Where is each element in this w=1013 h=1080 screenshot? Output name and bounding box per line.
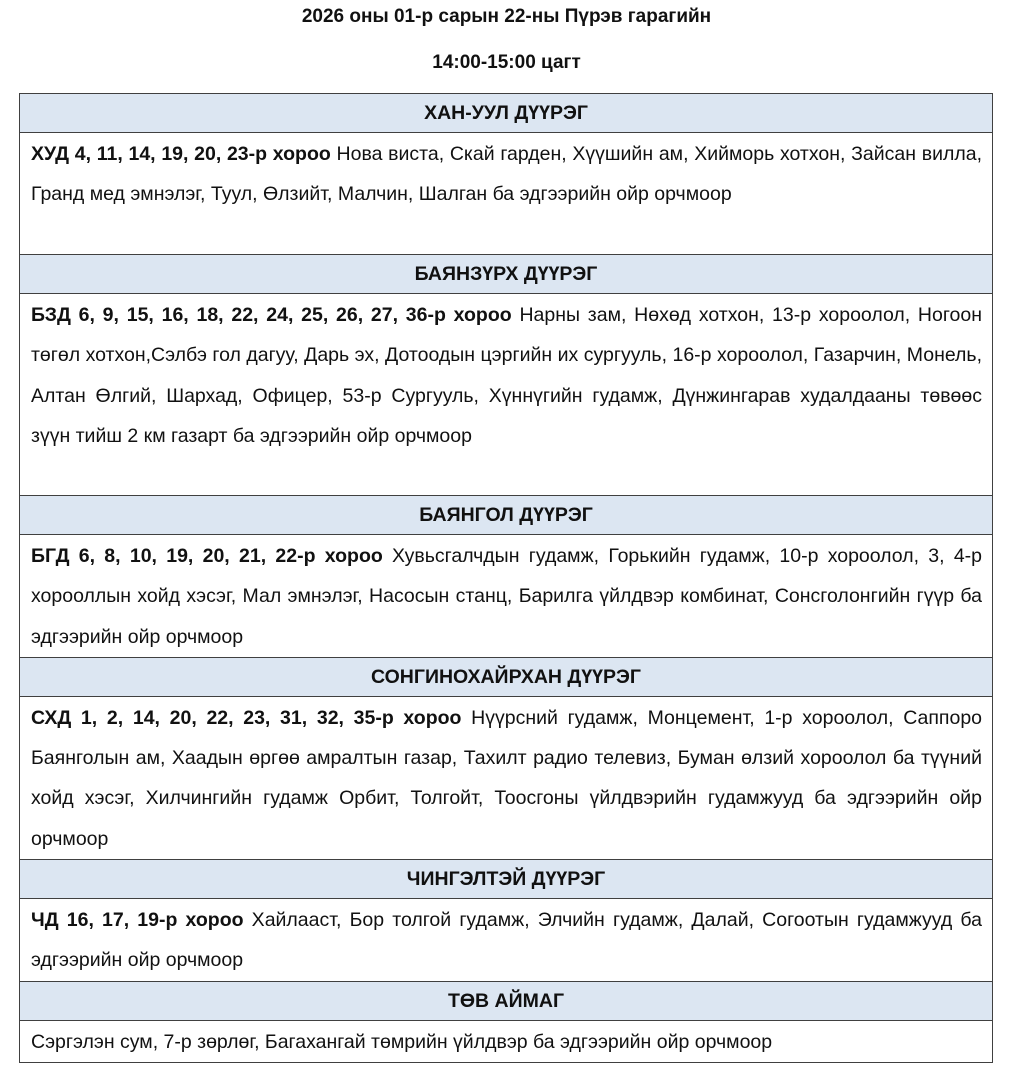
district-name-songinokhairkhan: СОНГИНОХАЙРХАН ДҮҮРЭГ xyxy=(20,657,993,696)
district-name-bayanzurkh: БАЯНЗҮРХ ДҮҮРЭГ xyxy=(20,255,993,294)
area-list: Нүүрсний гудамж, Монцемент, 1-р хороолол, Саппоро Баянголын ам, Хаадын өргөө амралтын газар, Тахилт радио телевиз, Буман өлзий хороолол ба түүний хойд хэсэг, Хилчингийн гудамж Орбит, Толгойт, Тоосгоны үйлдвэрийн гудамжууд ба эдгээрийн ойр орчмоор xyxy=(31,706,983,850)
district-detail-row xyxy=(20,696,993,859)
khoroo-list: ЧД 16, 17, 19-р хороо xyxy=(31,909,244,932)
district-header-row xyxy=(20,496,993,535)
district-header-row xyxy=(20,255,993,294)
district-detail-row xyxy=(20,1020,993,1062)
schedule-time-title: 14:00-15:00 цагт xyxy=(432,52,581,73)
district-detail-row xyxy=(20,294,993,496)
district-detail-chingeltei xyxy=(20,899,993,982)
district-detail-bayangol xyxy=(20,535,993,658)
district-name-chingeltei: ЧИНГЭЛТЭЙ ДҮҮРЭГ xyxy=(20,860,993,899)
district-header-row xyxy=(20,860,993,899)
district-header-row xyxy=(20,657,993,696)
district-detail-row xyxy=(20,535,993,658)
district-name-tuv-aimag: ТӨВ АЙМАГ xyxy=(20,981,993,1020)
schedule-date-title: 2026 оны 01-р сарын 22-ны Пүрэв гарагийн xyxy=(301,6,712,27)
district-detail-tuv-aimag xyxy=(20,1020,993,1062)
district-detail-songinokhairkhan xyxy=(20,696,993,859)
area-list: Сэргэлэн сум, 7-р зөрлөг, Багахангай төмрийн үйлдвэр ба эдгээрийн ойр орчмоор xyxy=(31,1030,773,1053)
area-list: Хайлааст, Бор толгой гудамж, Элчийн гудамж, Далай, Согоотын гудамжууд ба эдгээрийн ойр орчмоор xyxy=(31,909,982,972)
area-list: Нарны зам, Нөхөд хотхон, 13-р хороолол, Ногоон төгөл хотхон,Сэлбэ гол дагуу, Дарь эх, Дотоодын цэргийн их сургууль, 16-р хороолол, Газарчин, Монель, Алтан Өлгий, Шархад, Офицер, 53-р Сургууль, Хүннүгийн гудамж, Дүнжингарав худалдааны төвөөс зүүн тийш 2 км газарт ба эдгээрийн ойр орчмоор xyxy=(31,304,982,447)
district-header-row xyxy=(20,94,993,133)
area-list: Нова виста, Скай гарден, Хүүшийн ам, Хийморь хотхон, Зайсан вилла, Гранд мед эмнэлэг, Туул, Өлзийт, Малчин, Шалган ба эдгээрийн ойр орчмоор xyxy=(31,143,982,206)
area-list: Хувьсгалчдын гудамж, Горькийн гудамж, 10-р хороолол, 3, 4-р хорооллын хойд хэсэг, Мал эмнэлэг, Насосын станц, Барилга үйлдвэр комбинат, Сонсголонгийн гүүр ба эдгээрийн ойр орчмоор xyxy=(31,545,982,648)
district-detail-row xyxy=(20,133,993,255)
district-header-row xyxy=(20,981,993,1020)
khoroo-list: БГД 6, 8, 10, 19, 20, 21, 22-р хороо xyxy=(31,545,383,567)
district-name-khan-uul: ХАН-УУЛ ДҮҮРЭГ xyxy=(20,94,993,133)
district-detail-khan-uul xyxy=(20,133,993,255)
district-detail-row xyxy=(20,899,993,982)
district-name-bayangol: БАЯНГОЛ ДҮҮРЭГ xyxy=(20,496,993,535)
khoroo-list: ХУД 4, 11, 14, 19, 20, 23-р хороо xyxy=(31,143,331,165)
khoroo-list: СХД 1, 2, 14, 20, 22, 23, 31, 32, 35-р хороо xyxy=(31,706,462,729)
khoroo-list: БЗД 6, 9, 15, 16, 18, 22, 24, 25, 26, 27, 36-р хороо xyxy=(31,304,512,326)
district-detail-bayanzurkh xyxy=(20,294,993,496)
district-schedule-table xyxy=(19,93,993,1063)
